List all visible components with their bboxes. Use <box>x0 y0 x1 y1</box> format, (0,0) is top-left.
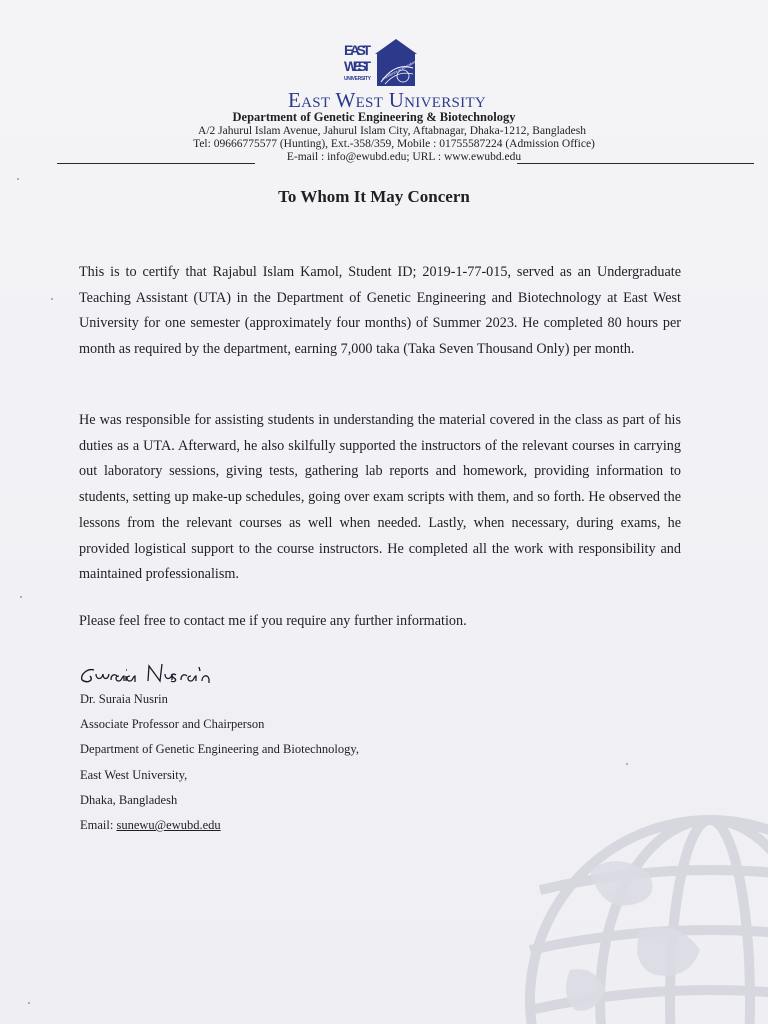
signatory-department: Department of Genetic Engineering and Biotechnology, <box>80 742 359 757</box>
signatory-block <box>80 687 359 838</box>
letterhead-department: Department of Genetic Engineering & Biotechnology <box>232 110 516 124</box>
handwritten-signature <box>78 654 238 688</box>
paper-speck <box>17 178 19 180</box>
paper-speck <box>28 1002 30 1004</box>
letter-paragraph-2: He was responsible for assisting students in understanding the material covered in the class as part of his duties as a UTA. Afterward, he also skilfully supported the instructors of the relevant courses in carrying out laboratory sessions, giving tests, gathering lab reports and homework, providing information to students, setting up make-up schedules, going over exam scripts with them, and so forth. He observed the lessons from the relevant courses as well when needed. Lastly, when necessary, during exams, he provided logistical support to the course instructors. He completed all the work with responsibility and maintained professionalism. <box>79 412 681 583</box>
paper-speck <box>626 763 628 765</box>
letterhead-address: A/2 Jahurul Islam Avenue, Jahurul Islam City, Aftabnagar, Dhaka-1212, Bangladesh <box>198 125 586 137</box>
letterhead-divider-right <box>517 163 754 164</box>
signatory-institution: East West University, <box>80 767 188 782</box>
paper-speck <box>51 298 53 300</box>
house-roof-icon <box>375 39 417 54</box>
letterhead-divider-left <box>57 163 255 164</box>
signatory-email-link[interactable]: sunewu@ewubd.edu <box>116 818 221 833</box>
paper-speck <box>20 596 22 598</box>
signatory-location: Dhaka, Bangladesh <box>80 792 178 807</box>
logo-text-west: WEST <box>344 58 371 74</box>
signatory-email-label: Email: <box>80 818 117 833</box>
university-logo <box>343 38 419 90</box>
signatory-name: Dr. Suraia Nusrin <box>80 692 168 706</box>
letter-paragraph-1: This is to certify that Rajabul Islam Kamol, Student ID; 2019-1-77-015, served as an Undergraduate Teaching Assistant (UTA) in the Department of Genetic Engineering and Biotechnology at East West University for one semester (approximately four months) of Summer 2023. He completed 80 hours per month as required by the department, earning 7,000 taka (Taka Seven Thousand Only) per month. <box>79 264 681 358</box>
logo-tagline: excellence in education <box>381 59 417 81</box>
university-name-text: East West University <box>287 88 487 112</box>
signatory-email-line <box>80 813 359 838</box>
signature-text: Suraia Nusrin <box>78 687 84 688</box>
letterhead-phone: Tel: 09666775577 (Hunting), Ext.-358/359, Mobile : 01755587224 (Admission Office) <box>193 138 595 150</box>
letter-paragraph-3: Please feel free to contact me if you require any further information. <box>79 613 467 629</box>
globe-watermark-icon <box>480 800 768 1024</box>
logo-text-east: EAST <box>344 42 371 58</box>
letter-title: To Whom It May Concern <box>278 187 470 206</box>
signatory-position: Associate Professor and Chairperson <box>80 717 265 732</box>
letterhead-email-url: E-mail : info@ewubd.edu; URL : www.ewubd.edu <box>286 151 522 163</box>
logo-text-university: UNIVERSITY <box>344 76 371 82</box>
